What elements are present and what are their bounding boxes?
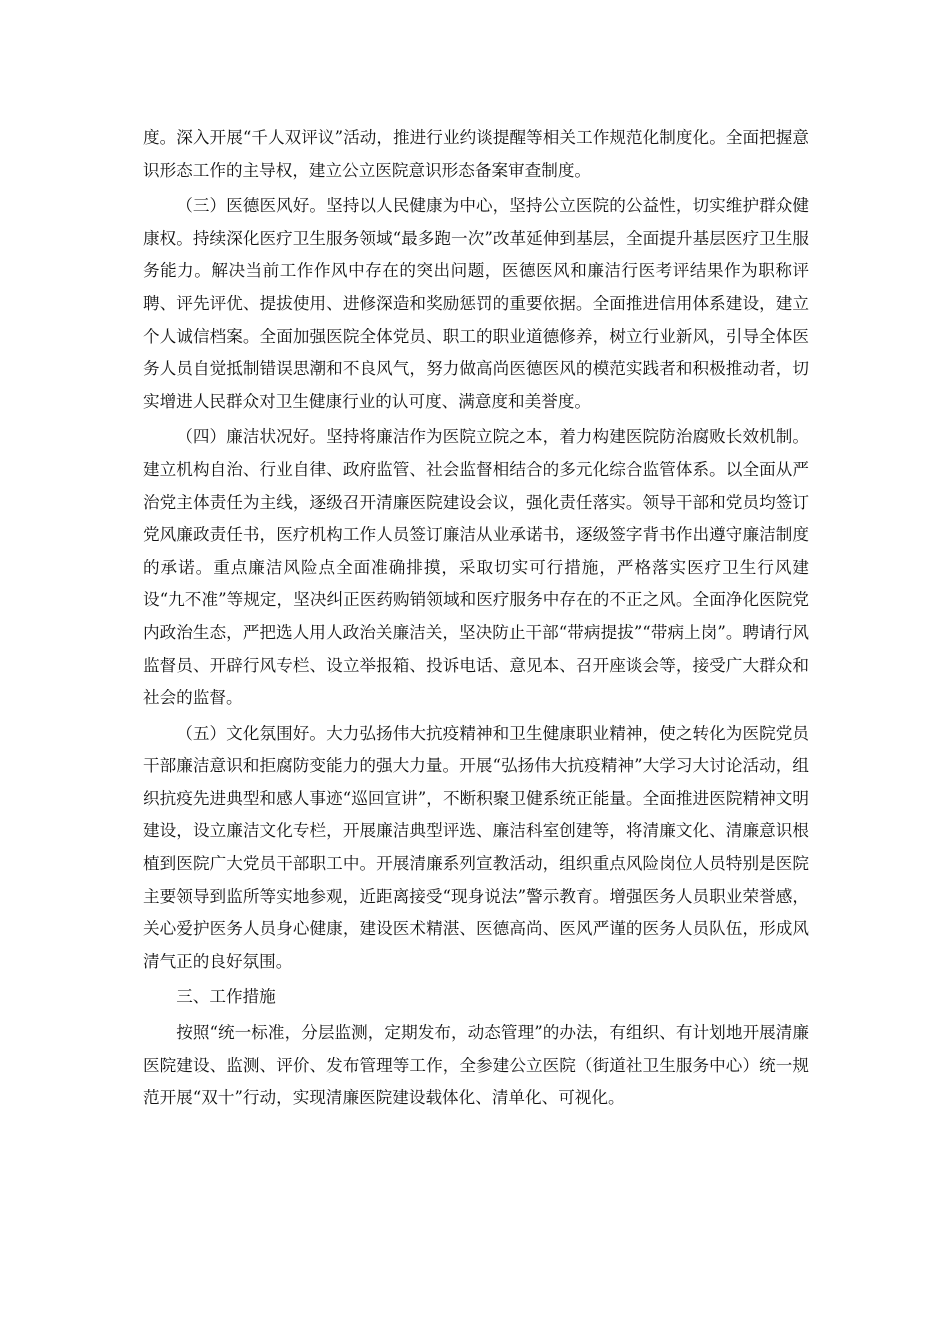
paragraph-integrity-status: （四）廉洁状况好。坚持将廉洁作为医院立院之本，着力构建医院防治腐败长效机制。建立机构自治、行业自律、政府监管、社会监督相结合的多元化综合监管体系。以全面从严治党主体责任为主线，逐级召开清廉医院建设会议，强化责任落实。领导干部和党员均签订党风廉政责任书，医疗机构工作人员签订廉洁从业承诺书，逐级签字背书作出遵守廉洁制度的承诺。重点廉洁风险点全面准确排摸，采取切实可行措施，严格落实医疗卫生行风建设“九不准”等规定，坚决纠正医药购销领域和医疗服务中存在的不正之风。全面净化医院党内政治生态，严把选人用人政治关廉洁关，坚决防止干部“带病提拔”“带病上岗”。聘请行风监督员、开辟行风专栏、设立举报箱、投诉电话、意见本、召开座谈会等，接受广大群众和社会的监督。	[143, 427, 809, 708]
section-heading-work-measures: 三、工作措施	[176, 987, 276, 1007]
paragraph-work-measures: 按照“统一标准，分层监测，定期发布，动态管理”的办法，有组织、有计划地开展清廉医院建设、监测、评价、发布管理等工作，全参建公立医院（街道社卫生服务中心）统一规范开展“双十”行动，实现清廉医院建设载体化、清单化、可视化。	[143, 1023, 809, 1108]
paragraph-culture-atmosphere: （五）文化氛围好。大力弘扬伟大抗疫精神和卫生健康职业精神，使之转化为医院党员干部廉洁意识和拒腐防变能力的强大力量。开展“弘扬伟大抗疫精神”大学习大讨论活动，组织抗疫先进典型和感人事迹“巡回宣讲”，不断积聚卫健系统正能量。全面推进医院精神文明建设，设立廉洁文化专栏，开展廉洁典型评选、廉洁科室创建等，将清廉文化、清廉意识根植到医院广大党员干部职工中。开展清廉系列宣教活动，组织重点风险岗位人员特别是医院主要领导到监所等实地参观，近距离接受“现身说法”警示教育。增强医务人员职业荣誉感，关心爱护医务人员身心健康，建设医术精湛、医德高尚、医风严谨的医务人员队伍，形成风清气正的良好氛围。	[143, 723, 809, 971]
document-body	[143, 122, 809, 1115]
paragraph-medical-ethics: （三）医德医风好。坚持以人民健康为中心，坚持公立医院的公益性，切实维护群众健康权。持续深化医疗卫生服务领域“最多跑一次”改革延伸到基层，全面提升基层医疗卫生服务能力。解决当前工作作风中存在的突出问题，医德医风和廉洁行医考评结果作为职称评聘、评先评优、提拔使用、进修深造和奖励惩罚的重要依据。全面推进信用体系建设，建立个人诚信档案。全面加强医院全体党员、职工的职业道德修养，树立行业新风，引导全体医务人员自觉抵制错误思潮和不良风气，努力做高尚医德医风的模范实践者和积极推动者，切实增进人民群众对卫生健康行业的认可度、满意度和美誉度。	[143, 196, 809, 411]
paragraph-continuation: 度。深入开展“千人双评议”活动，推进行业约谈提醒等相关工作规范化制度化。全面把握意识形态工作的主导权，建立公立医院意识形态备案审查制度。	[143, 128, 809, 180]
